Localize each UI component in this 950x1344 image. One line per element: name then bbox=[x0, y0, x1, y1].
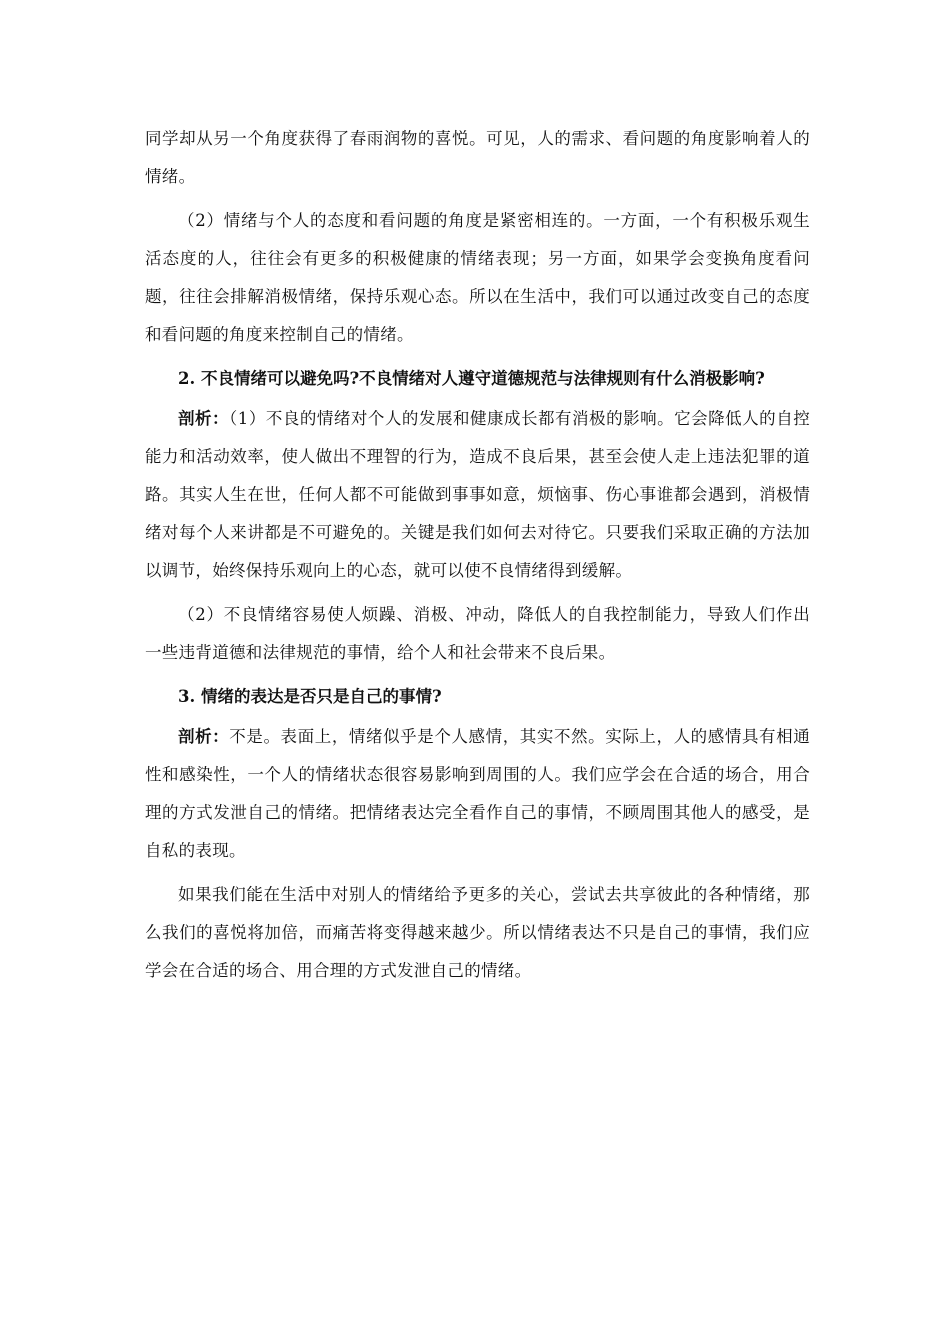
paragraph-continuation: 同学却从另一个角度获得了春雨润物的喜悦。可见，人的需求、看问题的角度影响着人的情绪。 bbox=[145, 129, 810, 186]
question-2-answer-1 bbox=[145, 400, 810, 590]
question-3-answer-1-text: 不是。表面上，情绪似乎是个人感情，其实不然。实际上，人的感情具有相通性和感染性，一个人的情绪状态很容易影响到周围的人。我们应学会在合适的场合，用合理的方式发泄自己的情绪。把情绪表达完全看作自己的事情，不顾周围其他人的感受，是自私的表现。 bbox=[145, 727, 811, 860]
document-page bbox=[145, 120, 810, 996]
paragraph-point-2: （2）情绪与个人的态度和看问题的角度是紧密相连的。一方面，一个有积极乐观生活态度的人，往往会有更多的积极健康的情绪表现；另一方面，如果学会变换角度看问题，往往会排解消极情绪，保持乐观心态。所以在生活中，我们可以通过改变自己的态度和看问题的角度来控制自己的情绪。 bbox=[145, 211, 810, 344]
question-3-answer-1 bbox=[145, 718, 810, 870]
question-2-answer-2: （2）不良情绪容易使人烦躁、消极、冲动，降低人的自我控制能力，导致人们作出一些违背道德和法律规范的事情，给个人和社会带来不良后果。 bbox=[145, 605, 810, 662]
question-2-title: 2. 不良情绪可以避免吗?不良情绪对人遵守道德规范与法律规则有什么消极影响? bbox=[178, 369, 765, 388]
question-3-title: 3. 情绪的表达是否只是自己的事情? bbox=[178, 687, 442, 706]
analysis-label: 剖析： bbox=[178, 727, 230, 746]
question-3-answer-2: 如果我们能在生活中对别人的情绪给予更多的关心，尝试去共享彼此的各种情绪，那么我们的喜悦将加倍，而痛苦将变得越来越少。所以情绪表达不只是自己的事情，我们应学会在合适的场合、用合理的方式发泄自己的情绪。 bbox=[145, 885, 810, 980]
analysis-label: 剖析： bbox=[178, 409, 230, 428]
question-2-answer-1-text: （1）不良的情绪对个人的发展和健康成长都有消极的影响。它会降低人的自控能力和活动效率，使人做出不理智的行为，造成不良后果，甚至会使人走上违法犯罪的道路。其实人生在世，任何人都不可能做到事事如意，烦恼事、伤心事谁都会遇到，消极情绪对每个人来讲都是不可避免的。关键是我们如何去对待它。只要我们采取正确的方法加以调节，始终保持乐观向上的心态，就可以使不良情绪得到缓解。 bbox=[145, 409, 811, 580]
